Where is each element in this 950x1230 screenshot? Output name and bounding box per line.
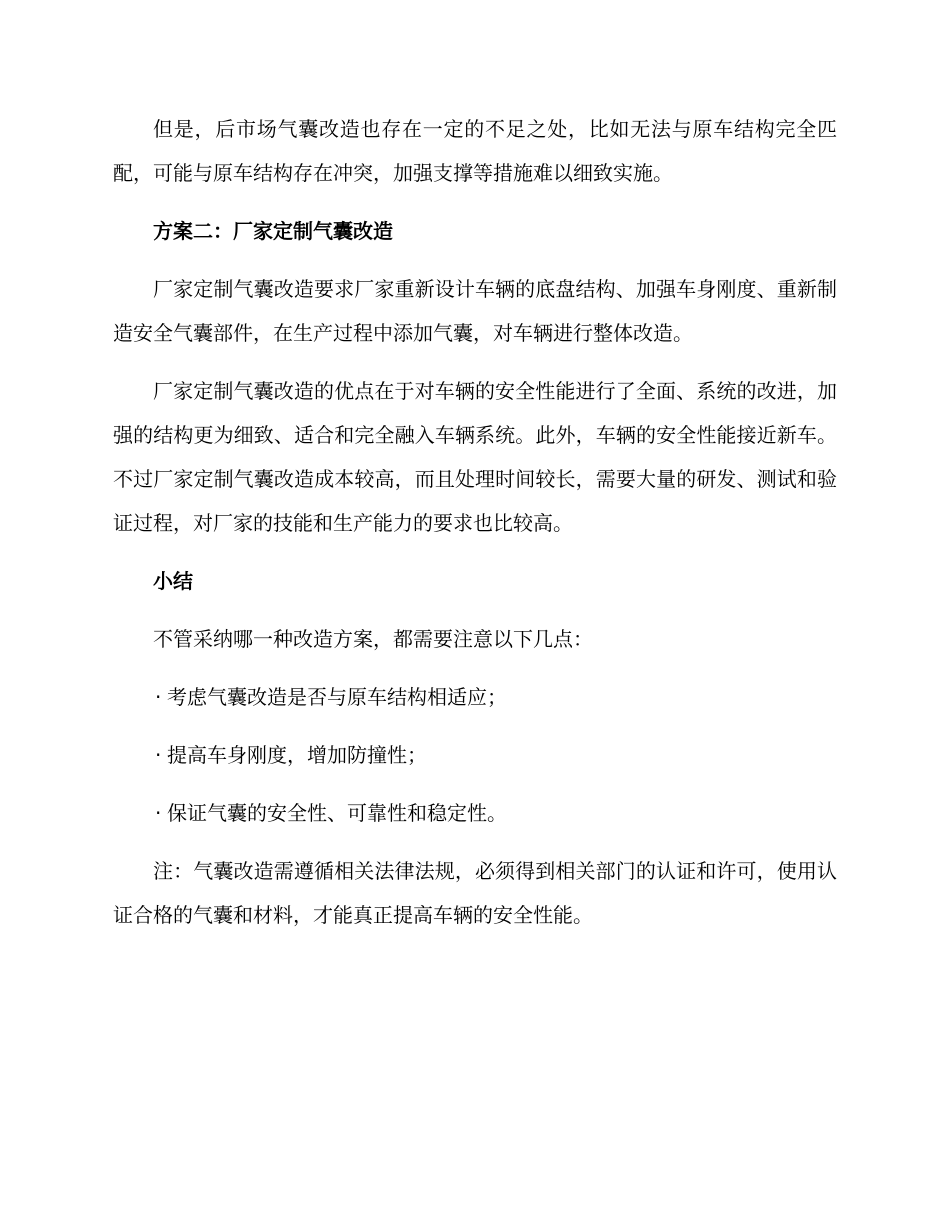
list-item bbox=[113, 791, 837, 835]
list-item-text: 保证气囊的安全性、可靠性和稳定性。 bbox=[167, 801, 507, 825]
bullet-icon: · bbox=[155, 743, 162, 767]
paragraph-plan-two-pros-cons: 厂家定制气囊改造的优点在于对车辆的安全性能进行了全面、系统的改进，加强的结构更为细致、适合和完全融入车辆系统。此外，车辆的安全性能接近新车。不过厂家定制气囊改造成本较高，而且处理时间较长，需要大量的研发、测试和验证过程，对厂家的技能和生产能力的要求也比较高。 bbox=[113, 379, 837, 535]
paragraph-note: 注：气囊改造需遵循相关法律法规，必须得到相关部门的认证和许可，使用认证合格的气囊和材料，才能真正提高车辆的安全性能。 bbox=[113, 859, 837, 927]
list-item-text: 提高车身刚度，增加防撞性； bbox=[167, 743, 427, 767]
heading-summary: 小结 bbox=[153, 569, 193, 593]
paragraph-plan-two-description: 厂家定制气囊改造要求厂家重新设计车辆的底盘结构、加强车身刚度、重新制造安全气囊部件，在生产过程中添加气囊，对车辆进行整体改造。 bbox=[113, 277, 837, 345]
paragraph-drawbacks: 但是，后市场气囊改造也存在一定的不足之处，比如无法与原车结构完全匹配，可能与原车结构存在冲突，加强支撑等措施难以细致实施。 bbox=[113, 117, 837, 185]
list-item bbox=[113, 733, 837, 777]
heading-plan-two: 方案二：厂家定制气囊改造 bbox=[153, 219, 393, 243]
list-item bbox=[113, 675, 837, 719]
bullet-icon: · bbox=[155, 801, 162, 825]
paragraph-summary-intro: 不管采纳哪一种改造方案，都需要注意以下几点： bbox=[153, 627, 593, 651]
bullet-icon: · bbox=[155, 685, 162, 709]
document-body bbox=[113, 107, 837, 951]
list-item-text: 考虑气囊改造是否与原车结构相适应； bbox=[167, 685, 507, 709]
